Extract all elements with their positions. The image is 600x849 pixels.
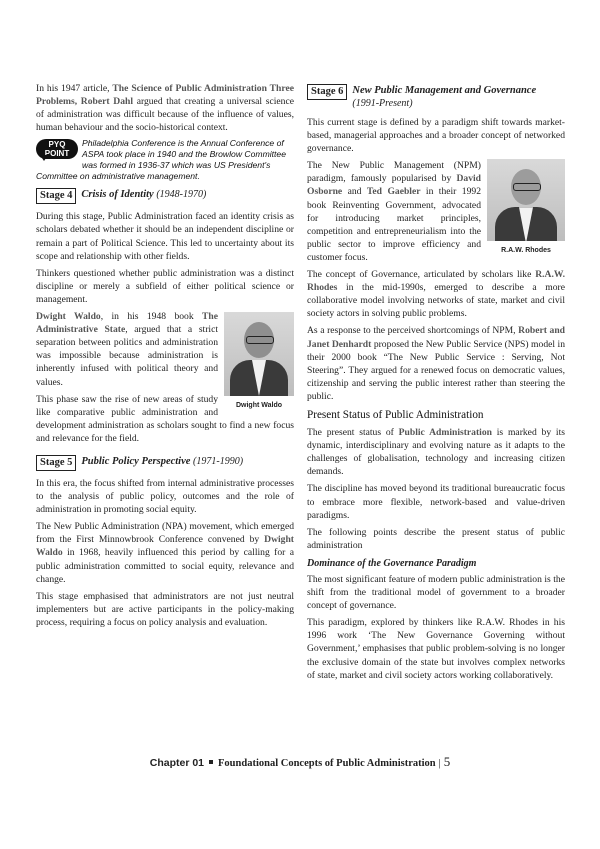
pyq-point-box (36, 138, 294, 182)
present-status-paragraph-2: The discipline has moved beyond its traditional bureaucratic focus to embrace more flexible, network-based and value-driven paradigms. (307, 483, 565, 521)
footer-chapter: Chapter 01 (149, 757, 205, 769)
rhodes-photo-figure (487, 159, 565, 257)
stage-6-years: (1991-Present) (352, 98, 413, 109)
page-footer: Chapter 01 Foundational Concepts of Public Administration | 5 (149, 754, 451, 769)
dominance-heading: Dominance of the Governance Paradigm (307, 557, 477, 569)
waldo-portrait-image (224, 312, 294, 396)
waldo-caption: Dwight Waldo (235, 402, 282, 410)
dahl-highlight: The Science of Public Administration Three Problems, Robert Dahl (36, 83, 294, 108)
right-column (307, 82, 565, 686)
stage-4-paragraph-4: This phase saw the rise of new areas of study like comparative public administration and development administration as scholars sought to find a new focus and relevance for the field. (36, 393, 294, 444)
stage-5-title: Public Policy Perspective (81, 455, 191, 467)
waldo-paragraph: Dwight Waldo, in his 1948 book The Administrative State, argued that a strict separation between politics and administration was impossible because administration is inherently infused with political theory and values. (36, 311, 218, 388)
pyq-text: Philadelphia Conference is the Annual Conference of ASPA took place in 1940 and the Browlow Committee was formed in 1936-37 which was US President's Committee on administrative management. (36, 138, 286, 182)
governance-paragraph: The concept of Governance, articulated by scholars like R.A.W. Rhodes in the mid-1990s, emerged to describe a more collaborative model involving networks of state, market and civil society actors in solving public problems. (307, 269, 565, 320)
left-column (36, 82, 294, 633)
stage-4-years: (1948-1970) (156, 189, 207, 201)
present-status-paragraph-3: The following points describe the present status of public administration (307, 526, 565, 551)
dominance-paragraph-2: This paradigm, explored by thinkers like R.A.W. Rhodes in his 1996 work ‘The New Governance Governing without Government,’ emphasises that public problem-solving is no longer the exclusive domain of the state but involves complex networks of state, market and civil society actors working collaboratively. (307, 617, 565, 681)
stage-4-paragraph-2: Thinkers questioned whether public administration was a distinct discipline or merely a subfield of either political science or management. (36, 267, 294, 305)
stage-5-paragraph-1: In this era, the focus shifted from internal administrative processes to the analysis of public policy, outcomes and the role of administration in promoting social equity. (36, 477, 294, 516)
stage-5-paragraph-2: The New Public Administration (NPA) movement, which emerged from the First Minnowbrook Conference convened by Dwight Waldo in 1968, heavily influenced this period by calling for a public administration committed to social equity, relevance and change. (36, 521, 294, 585)
intro-paragraph: In his 1947 article, The Science of Public Administration Three Problems, Robert Dahl argued that creating a universal science of administration was difficult because of the influence of values, human behaviour and the socio-historical context. (36, 83, 294, 134)
waldo-photo-figure (224, 312, 294, 412)
footer-bullet-icon (209, 760, 213, 764)
stage-6-label: Stage 6 (307, 84, 347, 100)
stage-5-years: (1971-1990) (193, 455, 244, 467)
stage-4-paragraph-1: During this stage, Public Administration faced an identity crisis as scholars debated whether it should be an independent discipline or remain a part of Political Science. This led to uncertainty about its scope and relationship with other fields. (36, 211, 294, 262)
stage-5-paragraph-3: This stage emphasised that administrators are not just neutral implementers but are active participants in the policy-making process, requiring a focus on policy analysis and evaluation. (36, 590, 294, 628)
stage-4-title: Crisis of Identity (81, 189, 154, 201)
rhodes-portrait-image (487, 159, 565, 241)
stage-4-heading (36, 188, 294, 204)
present-status-heading: Present Status of Public Administration (307, 408, 484, 421)
stage-6-title: New Public Management and Governance (352, 85, 537, 96)
rhodes-caption: R.A.W. Rhodes (501, 247, 551, 255)
nps-paragraph: As a response to the perceived shortcomings of NPM, Robert and Janet Denhardt proposed the New Public Service (NPS) model in their 2000 book “The New Public Service : Serving, Not Steering”. They argued for a renewed focus on democratic values, citizenship and serving the public interest rather than steering the public. (307, 325, 565, 402)
stage-6-heading (307, 84, 565, 110)
stage-5-label: Stage 5 (36, 455, 76, 471)
footer-page-number: 5 (443, 754, 451, 769)
stage-4-label: Stage 4 (36, 188, 76, 204)
stage-6-paragraph-1: This current stage is defined by a paradigm shift towards market-based, managerial approaches and a broader concept of networked governance. (307, 117, 565, 155)
pyq-badge-icon: PYQ POINT (36, 139, 78, 161)
dominance-paragraph-1: The most significant feature of modern public administration is the shift from the traditional model of government to a broader concept of governance. (307, 574, 565, 612)
stage-5-heading (36, 455, 294, 471)
npm-paragraph: The New Public Management (NPM) paradigm, famously popularised by David Osborne and Ted Gaebler in their 1992 book Reinventing Government, advocated for introducing market principles, competition and entrepreneurialism into the public sector to improve efficiency and customer focus. (307, 160, 481, 263)
footer-title: Foundational Concepts of Public Administration (218, 758, 436, 769)
present-status-paragraph-1: The present status of Public Administration is marked by its dynamic, interdisciplinary and evolving nature as it adapts to the challenges of globalisation, technology and increasing citizen demands. (307, 427, 565, 478)
